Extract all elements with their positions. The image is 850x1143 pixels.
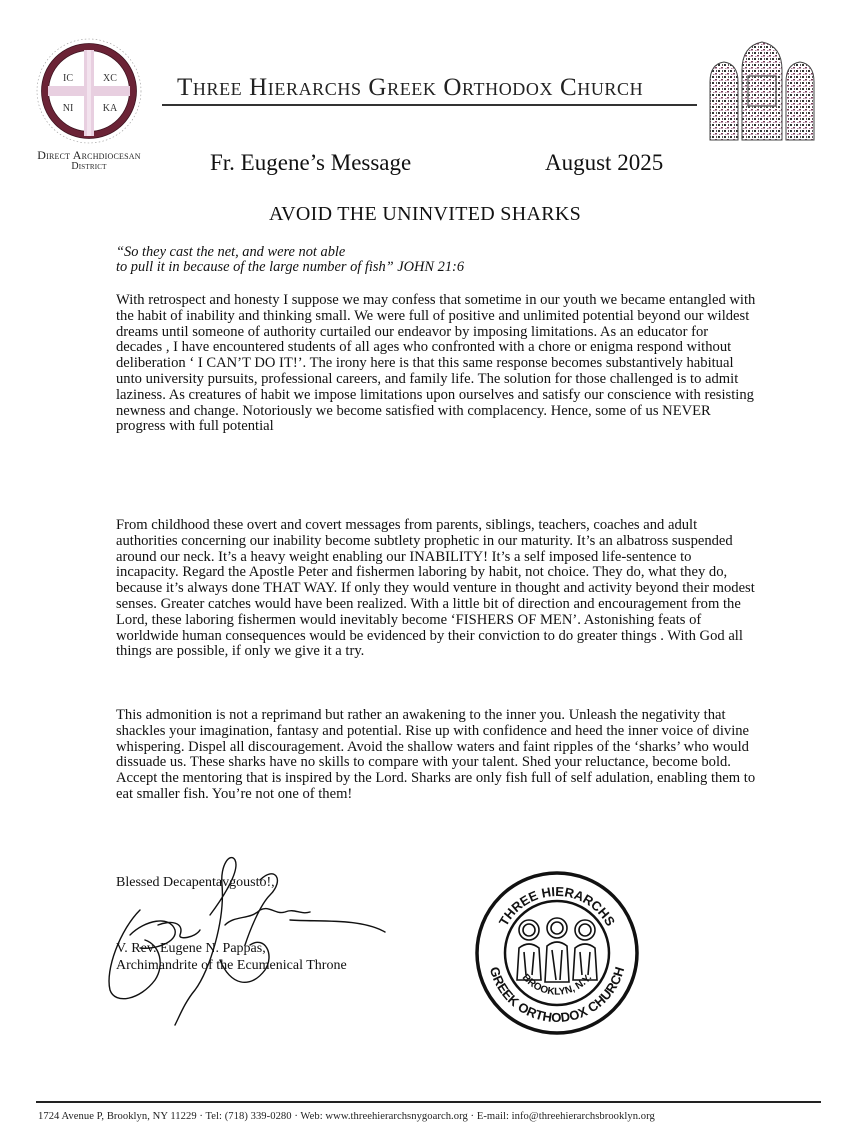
church-seal-icon bbox=[474, 870, 640, 1036]
logo-caption-line1: Direct Archdiocesan bbox=[37, 148, 141, 162]
footer-separator: · bbox=[470, 1111, 477, 1122]
cross-letter-xc: XC bbox=[103, 73, 117, 84]
footer-address: 1724 Avenue P, Brooklyn, NY 11229 bbox=[38, 1111, 197, 1122]
quote-line-2: to pull it in because of the large number of fish” JOHN 21:6 bbox=[116, 259, 465, 275]
signatory-block bbox=[116, 940, 347, 974]
footer-separator: · bbox=[199, 1111, 206, 1122]
footer-divider bbox=[36, 1101, 821, 1103]
body-paragraph-3: This admonition is not a reprimand but rather an awakening to the inner you. Unleash the negativity that shackles your imagination, fantasy and potential. Rise up with confidence and heed the inner voice of divine whispering. Dispel all discouragement. Avoid the shallow waters and faint ripples of the ‘sharks’ who would dissuade us. These sharks have no skills to compare with your talent. Shed your reluctance, become bold. Accept the mentoring that is inspired by the Lord. Sharks are only fish full of self adulation, enabling them to eat smaller fish. You’re not one of them! bbox=[116, 707, 756, 802]
message-date: August 2025 bbox=[545, 150, 664, 175]
archdiocese-seal-icon bbox=[34, 36, 144, 146]
stained-glass-windows-icon bbox=[706, 40, 818, 144]
article-title: AVOID THE UNINVITED SHARKS bbox=[268, 203, 582, 225]
cross-letter-ic: IC bbox=[63, 73, 73, 84]
church-name: Three Hierarchs Greek Orthodox Church bbox=[177, 74, 644, 101]
seal-inner-text: BROOKLYN, N.Y. bbox=[519, 972, 595, 998]
body-paragraph-1: With retrospect and honesty I suppose we may confess that sometime in our youth we became entangled with the habit of inability and thinking small. We were full of positive and unlimited potential beyond our wildest dreams until someone of authority curtailed our endeavor by imposing limitations. As an educator for decades , I have encountered students of all ages who confronted with a chore or enigma respond without deliberation ‘ I CAN’T DO IT!’. The irony here is that this same response becomes substantively habitual unto university pursuits, professional careers, and family life. The solution for those challenged is to admit laziness. As creatures of habit we impose limitations upon ourselves and satisfy our conscience with resisting newness and change. Notoriously we become satisfied with complacency. Hence, some of us NEVER progress with full potential bbox=[116, 292, 756, 435]
logo-caption bbox=[14, 150, 164, 172]
seal-top-text: THREE HIERARCHS bbox=[495, 883, 619, 929]
body-paragraph-2: From childhood these overt and covert messages from parents, siblings, teachers, coaches and adult authorities concerning our inability become subtlety prophetic in our maturity. It’s an albatross suspended around our neck. It’s a heavy weight enabling our INABILITY! It’s a self imposed life-sentence to incapacity. Regard the Apostle Peter and fishermen laboring by habit, not choice. They do, what they do, because it’s always done THAT WAY. If only they would venture in thought and activity beyond their modest senses. Greater catches would have been realized. With a little bit of direction and encouragement from the Lord, these laboring fishermen would inevitably become ‘FISHERS OF MEN’. Astonishing feats of worldwide human consequences would be evidenced by their conviction to do greater things . With God all things are possible, if only we give it a try. bbox=[116, 517, 755, 660]
signatory-name: V. Rev. Eugene N. Pappas, bbox=[116, 941, 266, 956]
quote-line-1: “So they cast the net, and were not able bbox=[116, 244, 346, 260]
message-author-heading: Fr. Eugene’s Message bbox=[210, 150, 412, 175]
footer-separator: · bbox=[294, 1111, 301, 1122]
footer-tel[interactable]: (718) 339-0280 bbox=[224, 1111, 292, 1122]
cross-letter-ka: KA bbox=[102, 103, 118, 114]
scripture-quote bbox=[116, 245, 464, 275]
closing-salutation: Blessed Decapentavgousto!, bbox=[116, 875, 275, 890]
footer-contact bbox=[38, 1111, 655, 1122]
footer-email-label: E-mail: bbox=[476, 1111, 509, 1122]
footer-website-link[interactable]: www.threehierarchsnygoarch.org bbox=[325, 1111, 468, 1122]
footer-web-label: Web: bbox=[300, 1111, 323, 1122]
signatory-title: Archimandrite of the Ecumenical Throne bbox=[116, 958, 347, 973]
footer-email-link[interactable]: info@threehierarchsbrooklyn.org bbox=[511, 1111, 655, 1122]
footer-tel-label: Tel: bbox=[205, 1111, 223, 1122]
cross-letter-ni: NI bbox=[62, 103, 74, 114]
header-divider bbox=[162, 104, 697, 106]
logo-caption-line2: District bbox=[71, 161, 107, 172]
seal-bottom-text: GREEK ORTHODOX CHURCH bbox=[486, 965, 628, 1026]
